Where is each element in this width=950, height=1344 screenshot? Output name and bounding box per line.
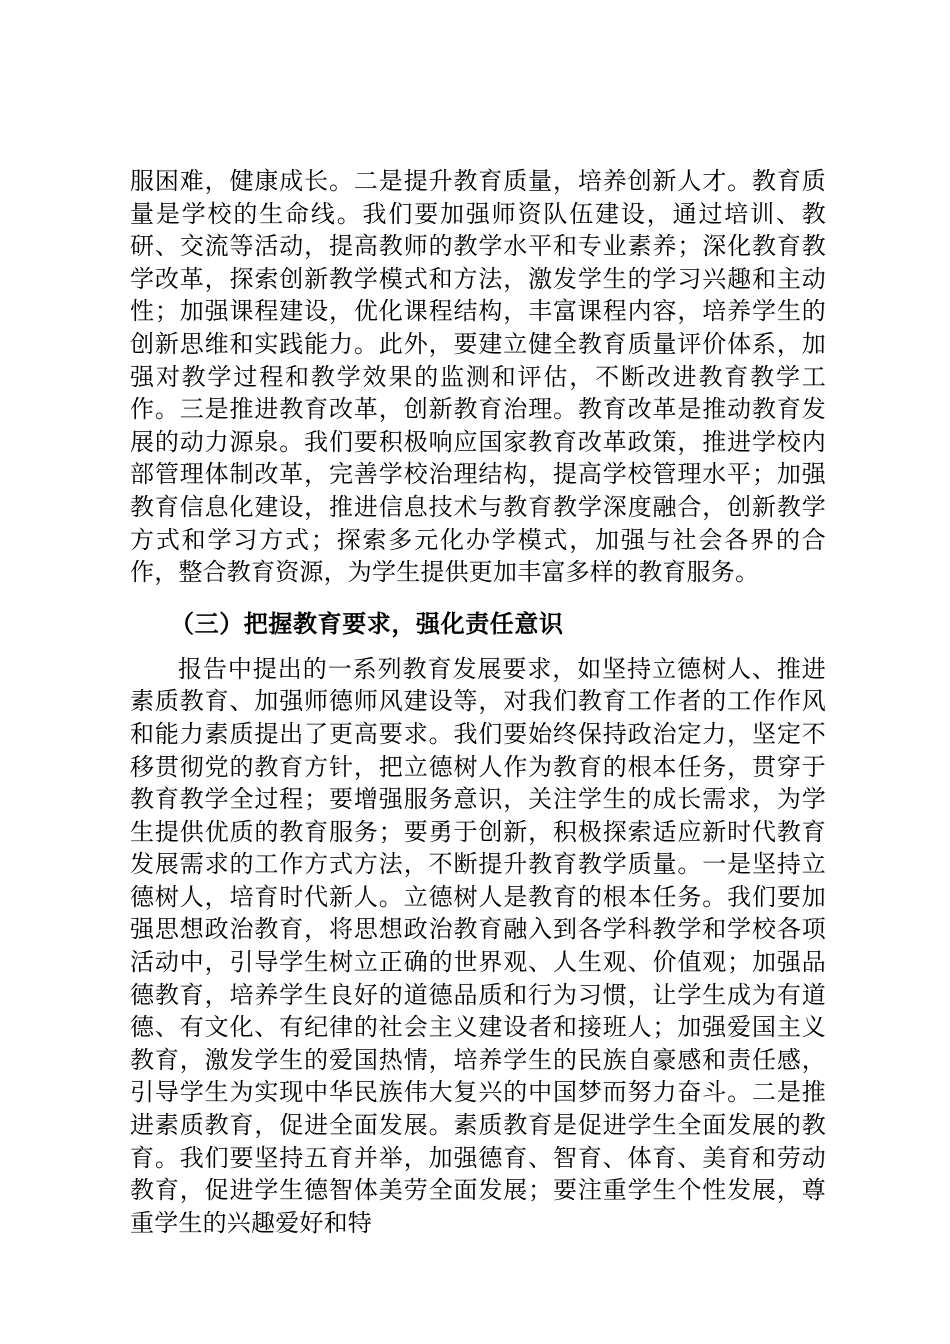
paragraph-spacer (130, 589, 826, 593)
body-paragraph-1: 服困难，健康成长。二是提升教育质量，培养创新人才。教育质量是学校的生命线。我们要加强师资队伍建设，通过培训、教研、交流等活动，提高教师的教学水平和专业素养；深化教育教学改革，探索创新教学模式和方法，激发学生的学习兴趣和主动性；加强课程建设，优化课程结构，丰富课程内容，培养学生的创新思维和实践能力。此外，要建立健全教育质量评价体系，加强对教学过程和教学效果的监测和评估，不断改进教育教学工作。三是推进教育改革，创新教育治理。教育改革是推动教育发展的动力源泉。我们要积极响应国家教育改革政策，推进学校内部管理体制改革，完善学校治理结构，提高学校管理水平；加强教育信息化建设，推进信息技术与教育教学深度融合，创新教学方式和学习方式；探索多元化办学模式，加强与社会各界的合作，整合教育资源，为学生提供更加丰富多样的教育服务。 (130, 167, 826, 587)
section-heading: （三）把握教育要求，强化责任意识 (170, 609, 564, 638)
body-paragraph-2: 报告中提出的一系列教育发展要求，如坚持立德树人、推进素质教育、加强师德师风建设等，对我们教育工作者的工作作风和能力素质提出了更高要求。我们要始终保持政治定力，坚定不移贯彻党的教育方针，把立德树人作为教育的根本任务，贯穿于教育教学全过程；要增强服务意识，关注学生的成长需求，为学生提供优质的教育服务；要勇于创新，积极探索适应新时代教育发展需求的工作方式方法，不断提升教育教学质量。一是坚持立德树人，培育时代新人。立德树人是教育的根本任务。我们要加强思想政治教育，将思想政治教育融入到各学科教学和学校各项活动中，引导学生树立正确的世界观、人生观、价值观；加强品德教育，培养学生良好的道德品质和行为习惯，让学生成为有道德、有文化、有纪律的社会主义建设者和接班人；加强爱国主义教育，激发学生的爱国热情，培养学生的民族自豪感和责任感，引导学生为实现中华民族伟大复兴的中国梦而努力奋斗。二是推进素质教育，促进全面发展。素质教育是促进学生全面发展的教育。我们要坚持五育并举，加强德育、智育、体育、美育和劳动教育，促进学生德智体美劳全面发展；要注重学生个性发展，尊重学生的兴趣爱好和特 (130, 654, 826, 1237)
document-page (130, 165, 826, 1239)
